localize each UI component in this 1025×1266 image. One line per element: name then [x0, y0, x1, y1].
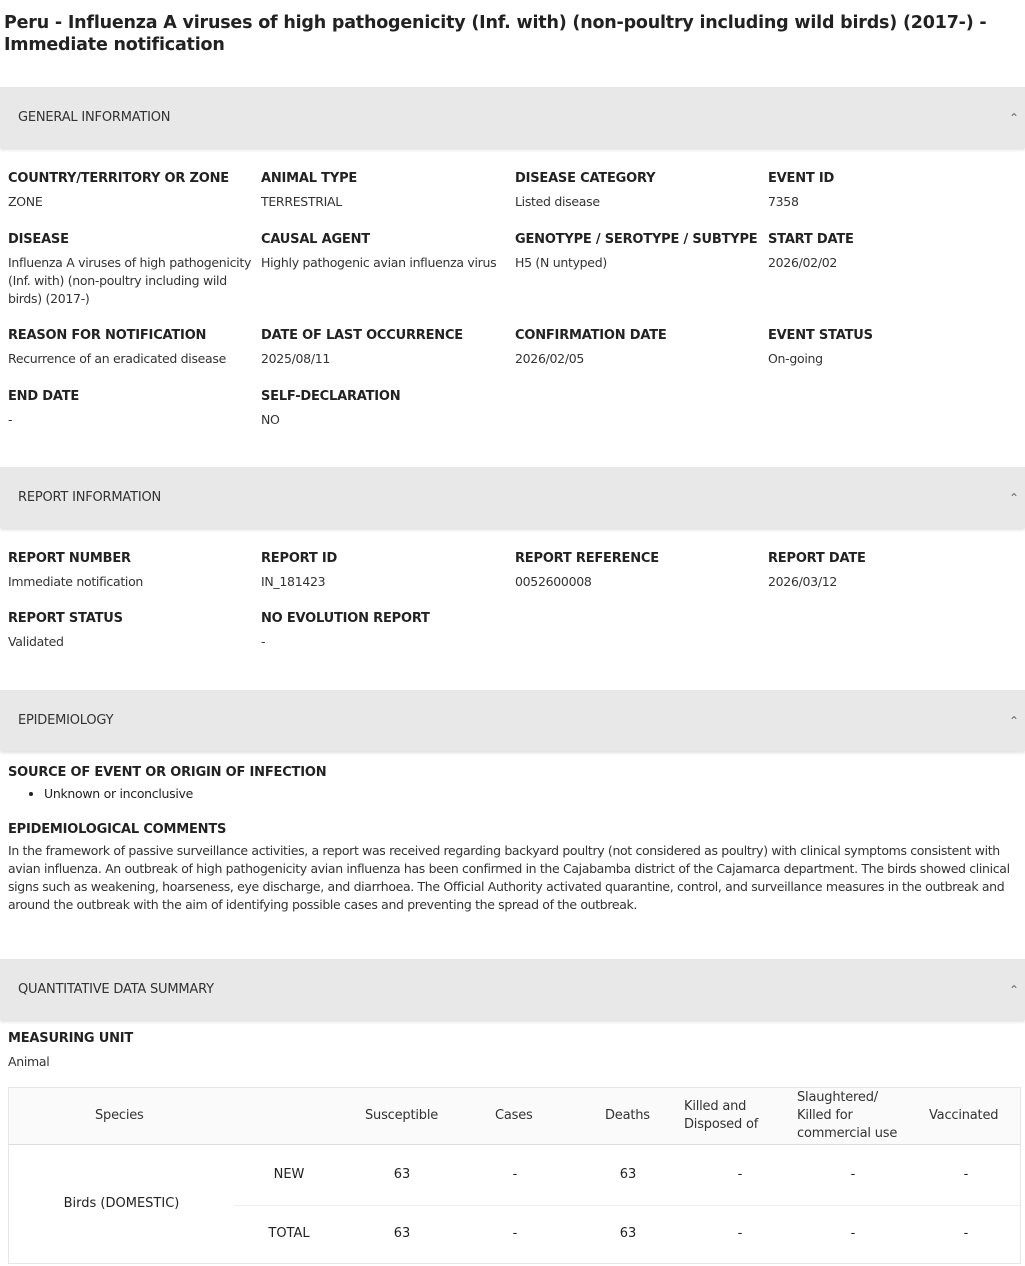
field-label: ANIMAL TYPE — [261, 171, 358, 186]
field-report-id — [261, 550, 515, 591]
field-self-declaration — [261, 388, 515, 429]
list-item: • Unknown or inconclusive — [44, 785, 1016, 803]
field-label: DATE OF LAST OCCURRENCE — [261, 328, 463, 343]
column-header-cases: Cases — [495, 1108, 533, 1123]
field-label: REPORT DATE — [768, 551, 866, 566]
field-no-evolution-report — [261, 610, 515, 651]
cell-deaths: 63 — [619, 1167, 637, 1182]
chevron-up-icon[interactable]: ⌃ — [1008, 713, 1019, 728]
field-value: TERRESTRIAL — [261, 194, 342, 209]
section-header-label: EPIDEMIOLOGY — [18, 713, 114, 728]
field-report-reference — [515, 550, 769, 591]
field-value: Recurrence of an eradicated disease — [8, 351, 227, 366]
field-event-status — [768, 327, 1022, 368]
row-type-total: TOTAL — [268, 1226, 310, 1241]
field-event-id — [768, 170, 1022, 211]
field-measuring-unit — [8, 1030, 262, 1071]
field-value: 2026/02/05 — [515, 351, 585, 366]
field-label: EPIDEMIOLOGICAL COMMENTS — [8, 822, 227, 837]
field-value: 0052600008 — [515, 574, 592, 589]
field-start-date — [768, 231, 1022, 272]
field-label: EVENT ID — [768, 171, 835, 186]
epidemiology-header[interactable] — [0, 690, 1025, 751]
field-value: 2026/02/02 — [768, 255, 838, 270]
field-label: DISEASE — [8, 232, 69, 247]
cell-killed: - — [737, 1226, 743, 1241]
field-label: REPORT ID — [261, 551, 338, 566]
report-information-header[interactable] — [0, 467, 1025, 528]
field-label: CONFIRMATION DATE — [515, 328, 667, 343]
field-disease — [8, 231, 262, 308]
field-label: REPORT NUMBER — [8, 551, 131, 566]
cell-slaughtered: - — [850, 1226, 856, 1241]
field-value: - — [261, 634, 266, 649]
field-value: H5 (N untyped) — [515, 255, 607, 270]
cell-vaccinated: - — [963, 1167, 969, 1182]
quantitative-data-header[interactable] — [0, 959, 1025, 1020]
field-value: NO — [261, 412, 280, 427]
cell-killed: - — [737, 1167, 743, 1182]
field-genotype — [515, 231, 769, 272]
field-label: COUNTRY/TERRITORY OR ZONE — [8, 171, 229, 186]
field-label: REASON FOR NOTIFICATION — [8, 328, 207, 343]
field-label: SELF-DECLARATION — [261, 389, 401, 404]
field-label: CAUSAL AGENT — [261, 232, 370, 247]
row-type-new: NEW — [273, 1167, 305, 1182]
column-header-slaughtered: Slaughtered/ Killed for commercial use — [797, 1090, 898, 1141]
field-label: END DATE — [8, 389, 80, 404]
section-header-label: QUANTITATIVE DATA SUMMARY — [18, 982, 214, 997]
field-value: Influenza A viruses of high pathogenicity (Inf. with) (non-poultry including wild birds) (2017-) — [8, 255, 252, 306]
column-header-deaths: Deaths — [605, 1108, 650, 1123]
cell-deaths: 63 — [619, 1226, 637, 1241]
field-value: 7358 — [768, 194, 799, 209]
field-value: On-going — [768, 351, 823, 366]
field-value: Highly pathogenic avian influenza virus — [261, 255, 497, 270]
field-value: Animal — [8, 1054, 50, 1069]
field-report-number — [8, 550, 262, 591]
field-label: DISEASE CATEGORY — [515, 171, 656, 186]
field-value: Validated — [8, 634, 64, 649]
chevron-up-icon[interactable]: ⌃ — [1008, 982, 1019, 997]
field-report-date — [768, 550, 1022, 591]
source-list — [44, 785, 1016, 803]
cell-susceptible: 63 — [393, 1167, 411, 1182]
cell-cases: - — [512, 1167, 518, 1182]
field-label: NO EVOLUTION REPORT — [261, 611, 430, 626]
field-value: - — [8, 412, 13, 427]
table-header — [9, 1088, 1020, 1145]
source-of-event — [8, 764, 1016, 803]
chevron-up-icon[interactable]: ⌃ — [1008, 110, 1019, 125]
field-label: START DATE — [768, 232, 854, 247]
field-causal-agent — [261, 231, 515, 272]
field-country-zone — [8, 170, 262, 211]
field-label: MEASURING UNIT — [8, 1031, 134, 1046]
field-end-date — [8, 388, 262, 429]
field-reason-for-notification — [8, 327, 262, 368]
field-label: REPORT REFERENCE — [515, 551, 659, 566]
field-label: GENOTYPE / SEROTYPE / SUBTYPE — [515, 232, 758, 247]
column-header-species: Species — [95, 1108, 144, 1123]
field-animal-type — [261, 170, 515, 211]
chevron-up-icon[interactable]: ⌃ — [1008, 490, 1019, 505]
section-header-label: GENERAL INFORMATION — [18, 110, 171, 125]
cell-slaughtered: - — [850, 1167, 856, 1182]
cell-vaccinated: - — [963, 1226, 969, 1241]
field-value: 2026/03/12 — [768, 574, 838, 589]
epidemiological-comments — [8, 821, 1016, 914]
field-value: IN_181423 — [261, 574, 326, 589]
cell-cases: - — [512, 1226, 518, 1241]
row-divider — [234, 1205, 1020, 1206]
quantitative-table — [8, 1087, 1021, 1264]
field-value: ZONE — [8, 194, 43, 209]
cell-susceptible: 63 — [393, 1226, 411, 1241]
field-value: Immediate notification — [8, 574, 144, 589]
field-disease-category — [515, 170, 769, 211]
field-value: Listed disease — [515, 194, 600, 209]
column-header-killed: Killed and Disposed of — [684, 1099, 759, 1132]
field-report-status — [8, 610, 262, 651]
field-label: SOURCE OF EVENT OR ORIGIN OF INFECTION — [8, 765, 327, 780]
comments-text: In the framework of passive surveillance activities, a report was received regarding backyard poultry (not considered as poultry) with clinical symptoms consistent with avian influenza. An outbreak of high pathogenicity avian influenza has been confirmed in the Cajabamba district of the Cajamarca department. The birds showed clinical signs such as weakening, hoarseness, eye discharge, and diarrhoea. The Official Authority activated quarantine, control, and surveillance measures in the outbreak and around the outbreak with the aim of identifying possible cases and preventing the spread of the outbreak. — [8, 843, 1010, 912]
field-value: 2025/08/11 — [261, 351, 331, 366]
species-cell: Birds (DOMESTIC) — [63, 1196, 180, 1211]
section-header-label: REPORT INFORMATION — [18, 490, 162, 505]
field-confirmation-date — [515, 327, 769, 368]
column-header-vaccinated: Vaccinated — [929, 1108, 999, 1123]
general-information-header[interactable] — [0, 87, 1025, 148]
page-title: Peru - Influenza A viruses of high pathogenicity (Inf. with) (non-poultry including wild birds) (2017-) - Immediate notification — [4, 13, 987, 55]
column-header-susceptible: Susceptible — [365, 1108, 439, 1123]
field-label: EVENT STATUS — [768, 328, 873, 343]
field-label: REPORT STATUS — [8, 611, 123, 626]
field-date-last-occurrence — [261, 327, 515, 368]
